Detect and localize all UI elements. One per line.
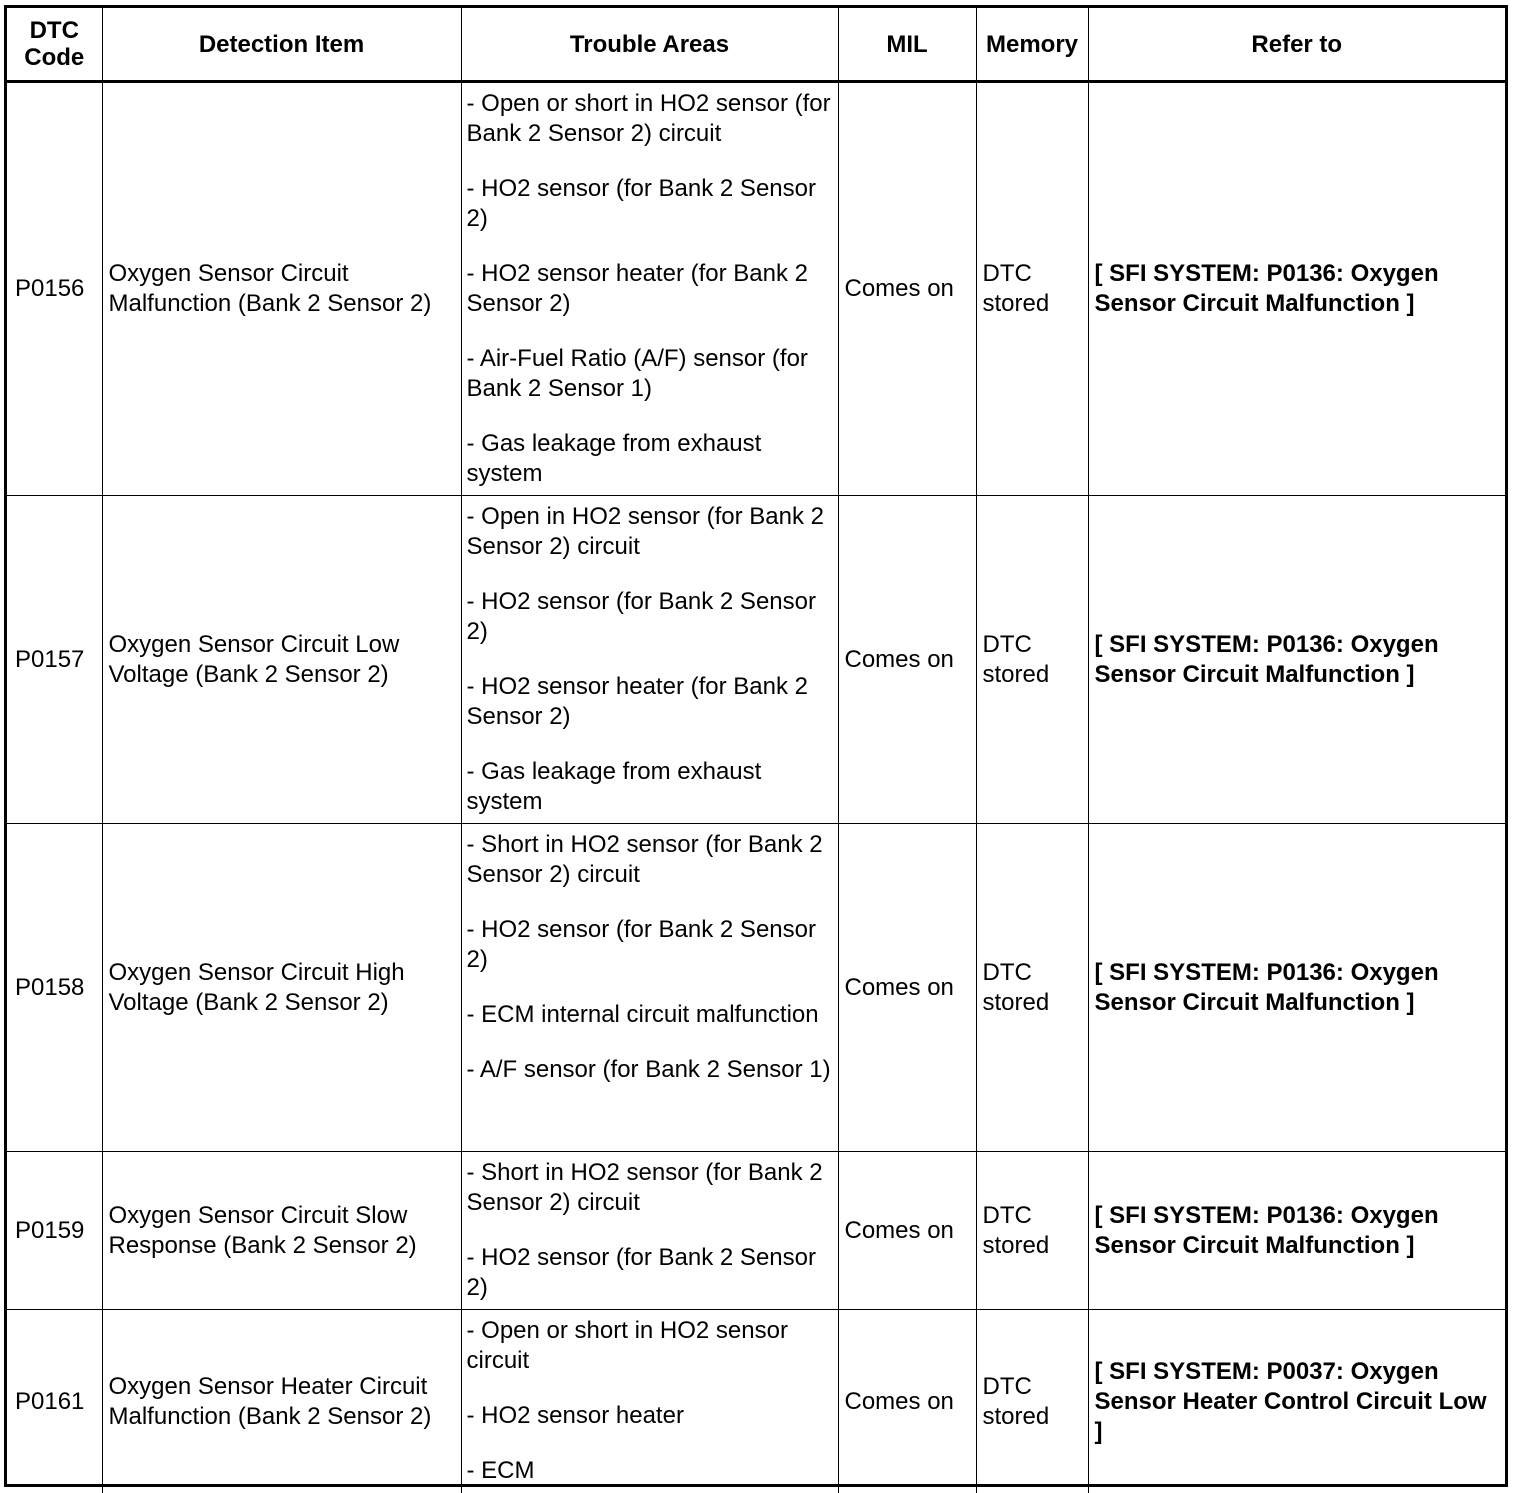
header-trouble-areas: Trouble Areas — [461, 8, 838, 82]
header-memory: Memory — [976, 8, 1088, 82]
table-row — [7, 1310, 1505, 1493]
trouble-area-item: - Open or short in HO2 sensor circuit — [467, 1316, 833, 1376]
trouble-area-item: - HO2 sensor (for Bank 2 Sensor 2) — [467, 1243, 833, 1303]
table-row — [7, 496, 1505, 824]
trouble-area-item: - HO2 sensor heater (for Bank 2 Sensor 2) — [467, 259, 833, 319]
dtc-code-cell: P0161 — [7, 1310, 102, 1493]
dtc-table — [7, 8, 1505, 1493]
header-refer-to: Refer to — [1088, 8, 1505, 82]
header-row — [7, 8, 1505, 82]
refer-to-link[interactable]: [ SFI SYSTEM: P0136: Oxygen Sensor Circuit Malfunction ] — [1088, 82, 1505, 496]
refer-to-link[interactable]: [ SFI SYSTEM: P0136: Oxygen Sensor Circuit Malfunction ] — [1088, 1152, 1505, 1310]
trouble-areas-cell — [461, 824, 838, 1152]
refer-to-link[interactable]: [ SFI SYSTEM: P0136: Oxygen Sensor Circuit Malfunction ] — [1088, 824, 1505, 1152]
trouble-areas-cell — [461, 82, 838, 496]
memory-cell: DTC stored — [976, 496, 1088, 824]
memory-cell: DTC stored — [976, 1152, 1088, 1310]
dtc-code-cell: P0158 — [7, 824, 102, 1152]
trouble-area-item: - HO2 sensor heater (for Bank 2 Sensor 2) — [467, 672, 833, 732]
trouble-area-item: - A/F sensor (for Bank 2 Sensor 1) — [467, 1055, 833, 1085]
trouble-area-item: - HO2 sensor (for Bank 2 Sensor 2) — [467, 174, 833, 234]
trouble-areas-cell — [461, 1152, 838, 1310]
trouble-area-item: - Open or short in HO2 sensor (for Bank 2 Sensor 2) circuit — [467, 89, 833, 149]
dtc-code-cell: P0157 — [7, 496, 102, 824]
header-dtc-code: DTC Code — [7, 8, 102, 82]
detection-item-cell: Oxygen Sensor Circuit High Voltage (Bank 2 Sensor 2) — [102, 824, 461, 1152]
trouble-areas-cell — [461, 1310, 838, 1493]
trouble-area-item: - Open in HO2 sensor (for Bank 2 Sensor 2) circuit — [467, 502, 833, 562]
trouble-areas-cell — [461, 496, 838, 824]
trouble-area-item: - HO2 sensor heater — [467, 1401, 833, 1431]
detection-item-cell: Oxygen Sensor Circuit Low Voltage (Bank 2 Sensor 2) — [102, 496, 461, 824]
trouble-area-item: - ECM internal circuit malfunction — [467, 1000, 833, 1030]
mil-cell: Comes on — [838, 824, 976, 1152]
memory-cell: DTC stored — [976, 82, 1088, 496]
refer-to-link[interactable]: [ SFI SYSTEM: P0136: Oxygen Sensor Circuit Malfunction ] — [1088, 496, 1505, 824]
mil-cell: Comes on — [838, 1310, 976, 1493]
trouble-area-item: - Gas leakage from exhaust system — [467, 757, 833, 817]
dtc-code-cell: P0159 — [7, 1152, 102, 1310]
trouble-area-item: - ECM — [467, 1456, 833, 1486]
trouble-area-item: - HO2 sensor (for Bank 2 Sensor 2) — [467, 915, 833, 975]
mil-cell: Comes on — [838, 496, 976, 824]
trouble-area-item: - Short in HO2 sensor (for Bank 2 Sensor 2) circuit — [467, 830, 833, 890]
trouble-area-item: - Gas leakage from exhaust system — [467, 429, 833, 489]
header-detection-item: Detection Item — [102, 8, 461, 82]
dtc-table-frame — [4, 5, 1508, 1487]
trouble-area-item: - Short in HO2 sensor (for Bank 2 Sensor 2) circuit — [467, 1158, 833, 1218]
table-row — [7, 82, 1505, 496]
mil-cell: Comes on — [838, 1152, 976, 1310]
detection-item-cell: Oxygen Sensor Circuit Malfunction (Bank 2 Sensor 2) — [102, 82, 461, 496]
detection-item-cell: Oxygen Sensor Circuit Slow Response (Bank 2 Sensor 2) — [102, 1152, 461, 1310]
refer-to-link[interactable]: [ SFI SYSTEM: P0037: Oxygen Sensor Heater Control Circuit Low ] — [1088, 1310, 1505, 1493]
trouble-area-item: - HO2 sensor (for Bank 2 Sensor 2) — [467, 587, 833, 647]
trouble-area-item: - Air-Fuel Ratio (A/F) sensor (for Bank 2 Sensor 1) — [467, 344, 833, 404]
table-row — [7, 824, 1505, 1152]
dtc-code-cell: P0156 — [7, 82, 102, 496]
memory-cell: DTC stored — [976, 824, 1088, 1152]
memory-cell: DTC stored — [976, 1310, 1088, 1493]
header-mil: MIL — [838, 8, 976, 82]
detection-item-cell: Oxygen Sensor Heater Circuit Malfunction (Bank 2 Sensor 2) — [102, 1310, 461, 1493]
table-row — [7, 1152, 1505, 1310]
mil-cell: Comes on — [838, 82, 976, 496]
